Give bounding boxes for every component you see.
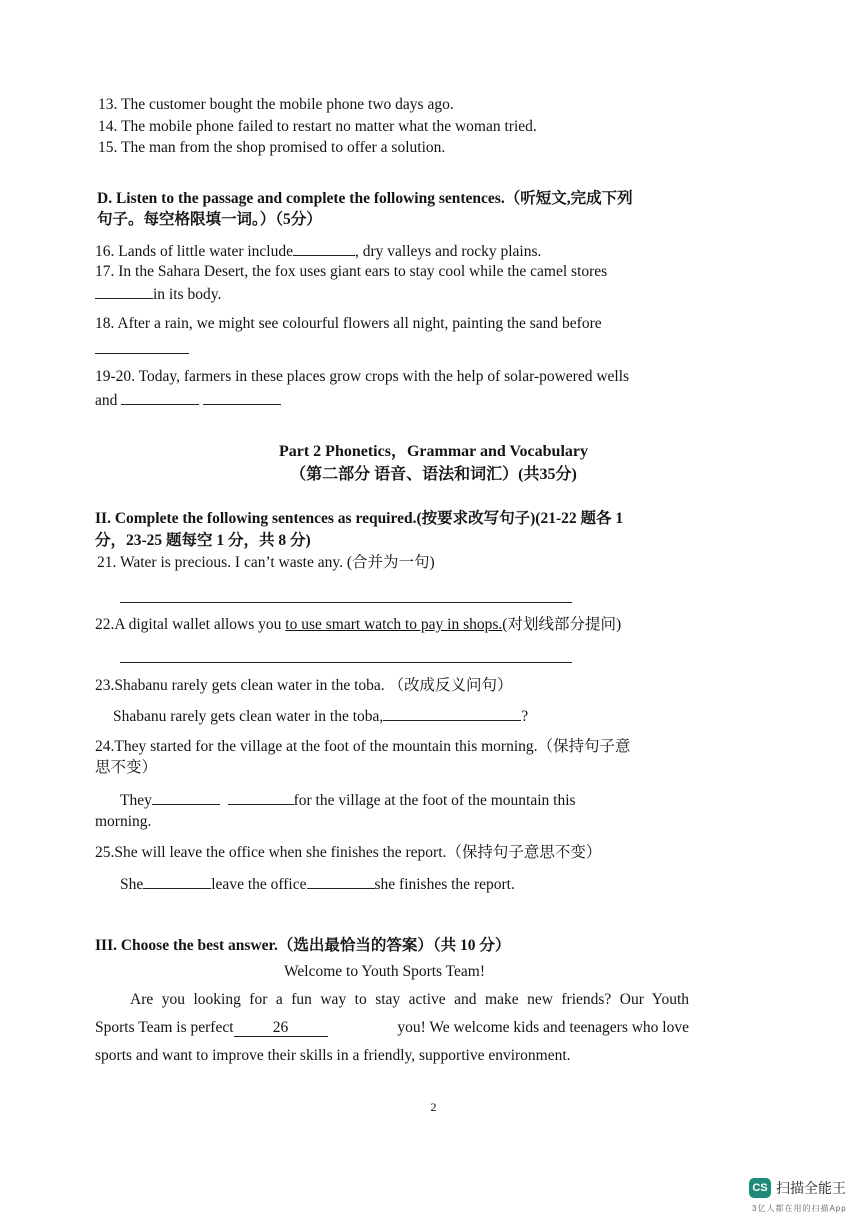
answer-blank[interactable]	[307, 874, 375, 889]
question-22-underlined: to use smart watch to pay in shops.	[285, 616, 503, 633]
question-14: 14. The mobile phone failed to restart no matter what the woman tried.	[98, 118, 537, 135]
question-24-answer	[120, 790, 576, 811]
question-16	[95, 241, 541, 262]
question-22-instruction: (对划线部分提问)	[502, 616, 622, 633]
answer-blank[interactable]	[203, 390, 281, 405]
question-19-20-text: and	[95, 392, 118, 409]
section-ii-heading-line1: II. Complete the following sentences as required.(按要求改写句子)(21-22 题各 1	[95, 510, 624, 527]
passage-line3: sports and want to improve their skills in a friendly, supportive environment.	[95, 1047, 571, 1064]
answer-blank[interactable]	[383, 706, 521, 721]
answer-blank[interactable]	[95, 284, 153, 299]
question-24-line2: 思不变）	[95, 759, 158, 776]
question-24-answer-end: morning.	[95, 813, 152, 830]
question-24-answer-start: They	[120, 792, 152, 809]
question-23: 23.Shabanu rarely gets clean water in the toba. （改成反义问句）	[95, 677, 513, 694]
section-iii-heading: III. Choose the best answer.（选出最恰当的答案）（共 10 分）	[95, 937, 511, 954]
section-ii-heading-line2: 分，23-25 题每空 1 分，共 8 分)	[95, 532, 311, 549]
question-22-text-a: 22.A digital wallet allows you	[95, 616, 286, 633]
page-number: 2	[430, 1100, 437, 1114]
question-25-answer-end: she finishes the report.	[374, 876, 515, 893]
answer-line[interactable]	[120, 602, 572, 603]
question-24-line1: 24.They started for the village at the foot of the mountain this morning.（保持句子意	[95, 738, 631, 755]
question-21: 21. Water is precious. I can’t waste any. (合并为一句)	[97, 554, 435, 571]
answer-line[interactable]	[120, 662, 572, 663]
question-25-answer-start: She	[120, 876, 144, 893]
question-16-text-a: 16. Lands of little water include	[95, 243, 293, 260]
question-15: 15. The man from the shop promised to offer a solution.	[98, 139, 446, 156]
question-17-line1: 17. In the Sahara Desert, the fox uses giant ears to stay cool while the camel stores	[95, 263, 608, 280]
question-22	[95, 615, 621, 635]
question-18: 18. After a rain, we might see colourful flowers all night, painting the sand before	[95, 315, 602, 332]
app-name: 扫描全能王	[776, 1180, 846, 1196]
question-16-text-b: , dry valleys and rocky plains.	[355, 243, 542, 260]
answer-blank[interactable]	[121, 390, 199, 405]
answer-blank[interactable]	[293, 241, 355, 256]
answer-line[interactable]	[95, 353, 189, 354]
part2-title: Part 2 Phonetics，Grammar and Vocabulary	[278, 443, 589, 460]
question-23-answer-text: Shabanu rarely gets clean water in the toba,	[113, 708, 384, 725]
answer-blank[interactable]	[143, 874, 211, 889]
question-19-20-line2	[95, 390, 281, 411]
answer-blank[interactable]	[228, 790, 294, 805]
blank-26[interactable]: 26	[234, 1020, 328, 1037]
question-17-text: in its body.	[153, 286, 222, 303]
passage-line1: Are you looking for a fun way to stay active and make new friends? Our Youth	[130, 991, 689, 1008]
answer-blank[interactable]	[152, 790, 220, 805]
question-25-answer-mid: leave the office	[211, 876, 307, 893]
section-d-heading-line1: D. Listen to the passage and complete the following sentences.（听短文,完成下列	[97, 190, 633, 207]
camscanner-logo-icon: CS	[749, 1178, 771, 1198]
part2-subtitle: （第二部分 语音、语法和词汇）(共35分)	[290, 466, 577, 483]
passage-line2	[95, 1018, 689, 1038]
question-25-answer	[120, 874, 515, 895]
passage-title: Welcome to Youth Sports Team!	[284, 963, 486, 980]
question-17-line2	[95, 284, 221, 305]
question-24-answer-rest: for the village at the foot of the mountain this	[293, 792, 576, 809]
passage-line2-end: you! We welcome kids and teenagers who love	[397, 1019, 689, 1036]
section-d-heading-line2: 句子。每空格限填一词。）（5分）	[97, 211, 322, 228]
question-19-20-line1: 19-20. Today, farmers in these places grow crops with the help of solar-powered wells	[95, 368, 630, 385]
question-13: 13. The customer bought the mobile phone two days ago.	[98, 96, 454, 113]
question-mark: ?	[521, 708, 529, 725]
passage-line2-start: Sports Team is perfect	[95, 1019, 234, 1036]
question-25: 25.She will leave the office when she finishes the report.（保持句子意思不变）	[95, 844, 602, 861]
question-23-answer	[113, 706, 528, 727]
app-tagline: 3亿人都在用的扫描App	[752, 1204, 847, 1213]
